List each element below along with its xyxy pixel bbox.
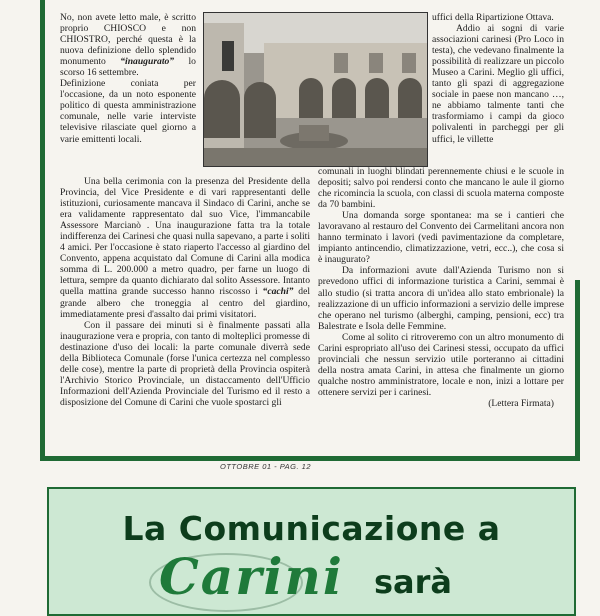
article-intro-text: No, non avete letto male, è scritto proprio CHIOSCO e non CHIOSTRO, perché questa è la nuova definizione dello splendido monumento: [60, 12, 196, 68]
ad-sara-text: sarà: [374, 563, 453, 601]
left-border-bar: [40, 0, 45, 460]
article-column-lower-right: [318, 166, 564, 409]
ad-brand-logo: Carini: [159, 547, 344, 606]
article-paragraph-cerimonia-end: del grande albero che troneggia al centro del giardino, immediatamente presi d'assalto dai primi visitatori.: [60, 286, 310, 320]
article-paragraph-inaugurazione: Con il passare dei minuti si è finalmente passati alla inaugurazione vera e propria, con tanto di molteplici promesse di destinazione d'uso dei locali: la parte comunale diverrà sede della Biblioteca Comunale (forse l'unica certezza nel complesso delle cose), mentre la parte di proprietà della Provincia ospiterà l'Archivio Storico Provinciale, un distaccamento dell'Ufficio Informazioni dell'Azienda Provinciale del Turismo ed il resto a disposizione del Comune di Carini che vuole spostarci gli: [60, 319, 310, 408]
ad-title: La Comunicazione a: [122, 509, 501, 548]
article-paragraph-cerimonia: Una bella cerimonia con la presenza del Presidente della Provincia, del Vice Presidente e di vari rappresentanti delle istituzioni, curiosamente mancava il Sindaco di Carini, anche se era validamente rappresentato dal suo Vice, l'immancabile Assessore Marcianò . Una inaugurazione fatta tra la totale indifferenza dei Carinesi che quasi nulla sapevano, a parte i soliti 4 amici. Per l'occasione è stato riaperto l'accesso al giardino del Convento, appena acquistato dal Comune di Carini alla modica somma di L. 200.000 a metro quadro, per farne un luogo di lettura, sempre da quanto dichiarato dal solito Assessore. Intanto quella mattina grande successo hanno riscosso i: [60, 176, 310, 298]
article-paragraph-museo: Addio ai sogni di varie associazioni carinesi (Pro Loco in testa), che vedevano finalmente la possibilità di realizzare un piccolo Museo a Carini. Meglio gli uffici, tanto gli spazi di aggregazione sociale in paese non mancano …, ne abbiamo talmente tanti che trasformiamo i campi da gioco polivalenti in parcheggi per gli uffici, le villette: [432, 23, 564, 145]
cloister-photo: [203, 12, 428, 167]
right-border-bar: [575, 280, 580, 461]
article-paragraph-comunali: comunali in luoghi blindati perennemente chiusi e le scuole in depositi; salvo poi rendersi conto che mancano le aule il giorno che ricomincia la scuola, con classi di scuola materna composte da 70 bambini.: [318, 166, 564, 211]
article-intro-end: lo scorso 16 settembre.: [60, 56, 196, 79]
cachi-quote: “cachi”: [262, 286, 294, 298]
article-paragraph-domanda: Una domanda sorge spontanea: ma se i cantieri che lavoravano al restauro del Convento dei Carmelitani ancora non hanno terminato i lavori (vedi pavimentazione da completare, impianto antincendio, climatizzazione, vetri, ecc..), che cosa si è inaugurato?: [318, 210, 564, 266]
article-column-top-right: [432, 12, 564, 145]
article-paragraph-conclusione: Come al solito ci ritroveremo con un altro monumento di Carini espropriato all'uso dei Carinesi stessi, occupato da uffici provinciali che nessun servizio utile porteranno ai cittadini della nostra amata Carini, in attesa che finalmente un giorno qualche nostro amministratore, locale e non, inizi a lottare per ottenere servizi per i carinesi.: [318, 331, 564, 398]
article-paragraph-definizione: Definizione coniata per l'occasione, da un noto esponente politico di questa amministrazione comunale, nelle varie interviste televisive rilasciate quel giorno a varie emittenti locali.: [60, 78, 196, 145]
article-column-lower-left: [60, 176, 310, 408]
signature: (Lettera Firmata): [488, 397, 554, 409]
article-column-top-left: [60, 12, 196, 145]
advertisement-banner: [47, 487, 576, 616]
page-footer: OTTOBRE 01 - PAG. 12: [220, 462, 311, 471]
bottom-border-bar: [40, 456, 580, 461]
article-paragraph-turismo: Da informazioni avute dall'Azienda Turismo non si prevedono uffici di informazione turistica a Carini, semmai è allo studio (si tratta ancora di un'idea allo stato embrionale) la realizzazione di un ufficio informazioni a servizio delle imprese che operano nel turismo (alberghi, camping, pensioni, ecc) tra Balestrate e Isola delle Femmine.: [318, 265, 564, 332]
inaugurato-quote: “inaugurato”: [120, 56, 175, 68]
article-ripartizione: uffici della Ripartizione Ottava.: [432, 12, 554, 23]
